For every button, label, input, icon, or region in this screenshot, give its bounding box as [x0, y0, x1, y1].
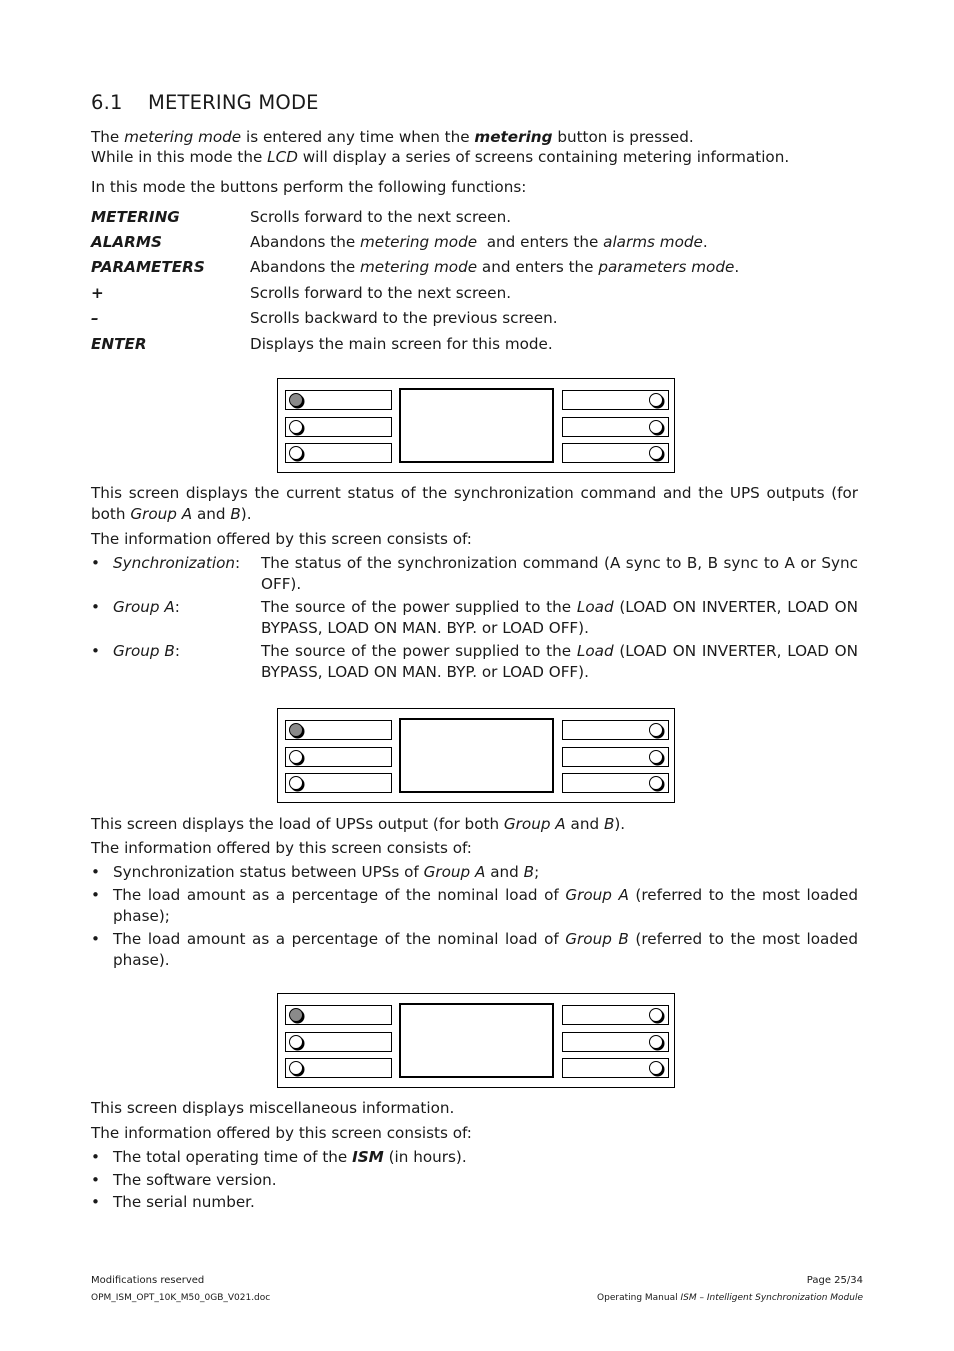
item-text: [113, 929, 858, 971]
bullet-icon: •: [91, 1171, 100, 1189]
item-description: [261, 641, 858, 683]
text: and: [192, 505, 231, 523]
text: :: [174, 642, 180, 660]
footer-page-number: Page 25/34: [806, 1275, 863, 1286]
led-off-icon: [649, 750, 663, 764]
text: Intelligent Synchronization Module: [706, 1293, 863, 1303]
led-off-icon: [649, 1008, 663, 1022]
text: (referred to the most loaded phase);: [113, 886, 859, 925]
text: Group A: [423, 863, 486, 881]
item-description: [261, 597, 858, 639]
bullet-icon: •: [91, 863, 100, 881]
text: B: [603, 815, 615, 833]
text: ;: [534, 863, 540, 881]
text: LCD: [267, 148, 298, 166]
panel-diagram-3: [277, 993, 675, 1088]
bullet-icon: •: [91, 598, 100, 616]
text: Load: [576, 642, 614, 660]
text: alarms mode: [603, 233, 703, 251]
panel-button-left-2: [285, 747, 392, 767]
list-item: [91, 1147, 858, 1168]
led-off-icon: [289, 1061, 303, 1075]
text: and enters the: [477, 233, 604, 251]
text: Group B: [565, 930, 629, 948]
text: :: [174, 598, 180, 616]
led-off-icon: [649, 1035, 663, 1049]
text: Group A: [565, 886, 629, 904]
text: is entered any time when the: [241, 128, 475, 146]
lcd-display: [399, 718, 554, 793]
screen1-info-intro: The information offered by this screen consists of:: [91, 530, 472, 548]
list-item: [91, 1192, 858, 1213]
lcd-display: [399, 1003, 554, 1078]
footer-modifications: Modifications reserved: [91, 1275, 205, 1286]
text: button is pressed.: [552, 128, 694, 146]
led-off-icon: [649, 420, 663, 434]
text: parameters mode: [598, 258, 735, 276]
panel-button-right-3: [562, 443, 669, 463]
desc-metering: Scrolls forward to the next screen.: [250, 208, 512, 226]
bullet-icon: •: [91, 554, 100, 572]
text: Synchronization: [113, 554, 235, 572]
item-text: [113, 862, 858, 883]
panel-button-left-1: [285, 390, 392, 410]
text: This screen displays the load of UPSs output (for both: [91, 815, 504, 833]
text: While in this mode the: [91, 148, 268, 166]
item-label: [113, 641, 180, 662]
item-description: The status of the synchronization command (A sync to B, B sync to A or Sync OFF).: [261, 554, 858, 593]
panel-button-left-3: [285, 1058, 392, 1078]
list-item: [91, 597, 858, 639]
screen2-info-intro: The information offered by this screen consists of:: [91, 839, 472, 857]
term-metering: METERING: [91, 208, 180, 226]
led-off-icon: [289, 1035, 303, 1049]
led-on-icon: [289, 1008, 303, 1022]
text: –: [696, 1293, 707, 1303]
list-item: [91, 929, 858, 971]
text: metering: [474, 128, 553, 146]
section-heading: [91, 91, 319, 114]
panel-diagram-2: [277, 708, 675, 803]
text: The source of the power supplied to the: [261, 642, 577, 660]
text: will display a series of screens containing metering information.: [297, 148, 790, 166]
intro-line-1: [91, 127, 694, 147]
list-item: [91, 862, 858, 883]
item-label: [113, 597, 180, 618]
panel-button-left-1: [285, 1005, 392, 1025]
bullet-icon: •: [91, 930, 100, 948]
panel-button-right-1: [562, 1005, 669, 1025]
item-text: The software version.: [113, 1171, 277, 1189]
led-off-icon: [649, 723, 663, 737]
item-text: [113, 1147, 858, 1168]
led-off-icon: [649, 446, 663, 460]
text: Group A: [503, 815, 566, 833]
text: :: [234, 554, 241, 572]
list-item: [91, 1170, 858, 1191]
desc-alarms: [250, 233, 708, 251]
text: Group A: [113, 598, 175, 616]
text: B: [230, 505, 241, 523]
text: metering mode: [124, 128, 242, 146]
bullet-icon: •: [91, 1193, 100, 1211]
text: Abandons the: [250, 233, 361, 251]
panel-button-left-1: [285, 720, 392, 740]
text: and: [565, 815, 604, 833]
text: (LOAD ON INVERTER, LOAD ON BYPASS, LOAD ON MAN. BYP. or LOAD OFF).: [261, 598, 858, 637]
text: ISM: [352, 1148, 384, 1166]
led-off-icon: [649, 776, 663, 790]
text: The source of the power supplied to the: [261, 598, 577, 616]
text: ISM: [680, 1293, 697, 1303]
section-number: 6.1: [91, 91, 123, 114]
text: Group A: [130, 505, 193, 523]
text: The load amount as a percentage of the nominal load of: [113, 886, 566, 904]
text: This screen displays the current status of the synchronization command and the UPS outputs (for both: [91, 484, 858, 523]
item-text: The serial number.: [113, 1193, 255, 1211]
text: B: [523, 863, 535, 881]
text: The: [91, 128, 125, 146]
text: Abandons the: [250, 258, 361, 276]
text: (in hours).: [383, 1148, 467, 1166]
panel-button-right-2: [562, 1032, 669, 1052]
screen1-description: [91, 483, 858, 525]
term-enter: ENTER: [91, 335, 147, 353]
desc-minus: Scrolls backward to the previous screen.: [250, 309, 558, 327]
screen3-description: This screen displays miscellaneous information.: [91, 1099, 455, 1117]
bullet-icon: •: [91, 1148, 100, 1166]
text: Load: [576, 598, 614, 616]
panel-button-right-1: [562, 720, 669, 740]
panel-button-left-3: [285, 773, 392, 793]
panel-button-right-2: [562, 747, 669, 767]
text: (LOAD ON INVERTER, LOAD ON BYPASS, LOAD ON MAN. BYP. or LOAD OFF).: [261, 642, 858, 681]
desc-parameters: [250, 258, 739, 276]
led-off-icon: [649, 393, 663, 407]
term-parameters: PARAMETERS: [91, 258, 205, 276]
text: and: [485, 863, 524, 881]
panel-button-right-1: [562, 390, 669, 410]
led-off-icon: [289, 446, 303, 460]
panel-button-left-2: [285, 417, 392, 437]
panel-button-right-3: [562, 773, 669, 793]
text: Synchronization status between UPSs of: [113, 863, 424, 881]
intro-line-3: In this mode the buttons perform the following functions:: [91, 178, 527, 196]
text: ).: [240, 505, 252, 523]
text: .: [734, 258, 740, 276]
footer-manual-title: [597, 1293, 863, 1303]
led-off-icon: [649, 1061, 663, 1075]
term-minus: –: [91, 309, 99, 327]
desc-plus: Scrolls forward to the next screen.: [250, 284, 512, 302]
desc-enter: Displays the main screen for this mode.: [250, 335, 553, 353]
term-alarms: ALARMS: [91, 233, 162, 251]
list-item: [91, 641, 858, 683]
intro-line-2: [91, 147, 789, 167]
text: ).: [614, 815, 626, 833]
panel-button-left-3: [285, 443, 392, 463]
screen2-description: [91, 814, 625, 834]
panel-button-right-2: [562, 417, 669, 437]
led-off-icon: [289, 750, 303, 764]
panel-button-left-2: [285, 1032, 392, 1052]
bullet-icon: •: [91, 642, 100, 660]
text: Group B: [113, 642, 175, 660]
led-on-icon: [289, 723, 303, 737]
text: (referred to the most loaded phase).: [113, 930, 858, 969]
text: .: [702, 233, 708, 251]
list-item: [91, 553, 858, 595]
led-off-icon: [289, 420, 303, 434]
section-title: METERING MODE: [148, 91, 319, 114]
text: metering mode: [360, 233, 478, 251]
screen3-info-intro: The information offered by this screen consists of:: [91, 1124, 472, 1142]
list-item: [91, 885, 858, 927]
text: metering mode: [360, 258, 478, 276]
panel-button-right-3: [562, 1058, 669, 1078]
item-text: [113, 885, 858, 927]
term-plus: +: [91, 284, 104, 302]
lcd-display: [399, 388, 554, 463]
text: and enters the: [477, 258, 599, 276]
led-on-icon: [289, 393, 303, 407]
text: The load amount as a percentage of the nominal load of: [113, 930, 566, 948]
footer-filename: OPM_ISM_OPT_10K_M50_0GB_V021.doc: [91, 1293, 271, 1303]
item-label: [113, 553, 240, 574]
panel-diagram-1: [277, 378, 675, 473]
bullet-icon: •: [91, 886, 100, 904]
led-off-icon: [289, 776, 303, 790]
text: Operating Manual: [597, 1293, 681, 1303]
text: The total operating time of the: [113, 1148, 353, 1166]
